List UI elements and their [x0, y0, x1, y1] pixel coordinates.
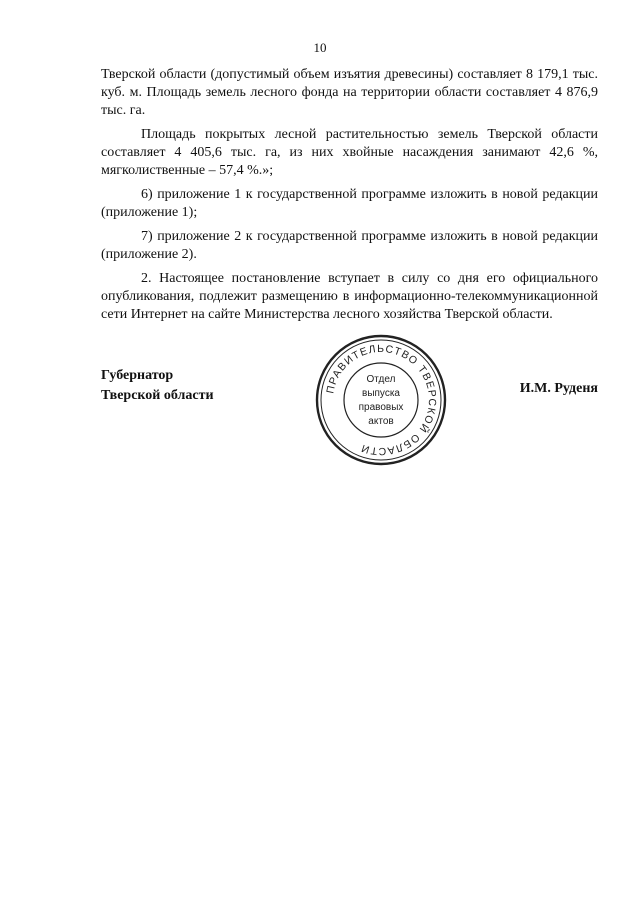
stamp-center-line-2: выпуска — [362, 388, 400, 399]
paragraph-2: Площадь покрытых лесной растительностью земель Тверской области составляет 4 405,6 тыс. га, из них хвойные насаждения занимают 42,6 %, мягколиственные – 57,4 %.»; — [101, 127, 598, 178]
signatory-position-line-1: Губернатор — [101, 368, 174, 383]
paragraph-5: 2. Настоящее постановление вступает в силу со дня его официального опубликования, подлежит размещению в информационно-телекоммуникационной сети Интернет на сайте Министерства лесного хозяйства Тверской области. — [101, 271, 598, 322]
document-body — [101, 66, 598, 330]
paragraph-4: 7) приложение 2 к государственной программе изложить в новой редакции (приложение 2). — [101, 229, 598, 262]
signatory-position — [101, 366, 214, 406]
page-number: 10 — [313, 40, 327, 55]
stamp-center-line-4: актов — [368, 416, 394, 427]
signatory-position-line-2: Тверской области — [101, 388, 214, 403]
paragraph-1: Тверской области (допустимый объем изъятия древесины) составляет 8 179,1 тыс. куб. м. Площадь земель лесного фонда на территории области составляет 4 876,9 тыс. га. — [101, 67, 598, 118]
stamp-ring-text: ПРАВИТЕЛЬСТВО ТВЕРСКОЙ ОБЛАСТИ — [324, 342, 439, 458]
stamp-center-line-1: Отдел — [366, 374, 396, 385]
paragraph-3: 6) приложение 1 к государственной программе изложить в новой редакции (приложение 1); — [101, 187, 598, 220]
official-stamp — [314, 333, 448, 467]
signatory-name: И.М. Руденя — [519, 381, 598, 396]
stamp-center-line-3: правовых — [358, 402, 404, 413]
